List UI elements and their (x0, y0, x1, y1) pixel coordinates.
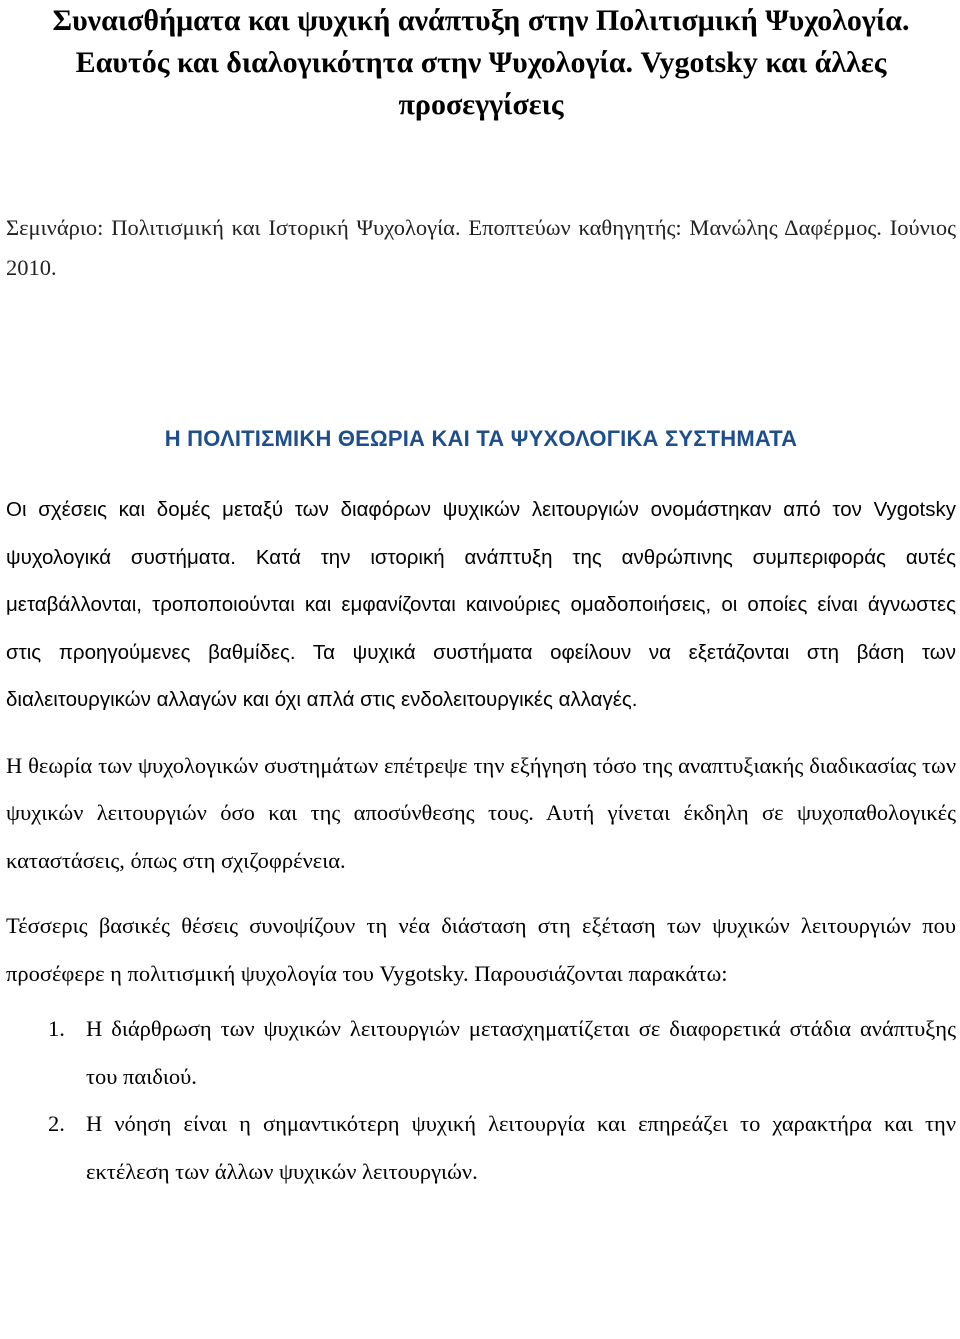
document-page (6, 0, 956, 1195)
title-line-2: Εαυτός και διαλογικότητα στην Ψυχολογία. Vygotsky και άλλες (75, 46, 887, 79)
paragraph-psychological-systems: Οι σχέσεις και δομές μεταξύ των διαφόρων ψυχικών λειτουργιών ονομάστηκαν από τον Vygotsky ψυχολογικά συστήματα. Κατά την ιστορική ανάπτυξη της ανθρώπινης συμπεριφοράς αυτές μεταβάλλονται, τροποποιούνται και εμφανίζονται καινούριες ομαδοποιήσεις, οι οποίες είναι άγνωστες στις προηγούμενες βαθμίδες. Τα ψυχικά συστήματα οφείλουν να εξετάζονται στη βάση των διαλειτουργικών αλλαγών και όχι απλά στις ενδολειτουργικές αλλαγές. (6, 498, 956, 711)
seminar-info: Σεμινάριο: Πολιτισμική και Ιστορική Ψυχολογία. Εποπτεύων καθηγητής: Μανώλης Δαφέρμος. Ιούνιος 2010. (6, 215, 956, 280)
title-line-3: προσεγγίσεις (398, 88, 564, 121)
list-item-number: 1. (48, 1016, 65, 1041)
list-item-text: Η διάρθρωση των ψυχικών λειτουργιών μετασχηματίζεται σε διαφορετικά στάδια ανάπτυξης του παιδιού. (86, 1016, 956, 1089)
list-item-text: Η νόηση είναι η σημαντικότερη ψυχική λειτουργία και επηρεάζει το χαρακτήρα και την εκτέλεση των άλλων ψυχικών λειτουργιών. (86, 1111, 956, 1184)
positions-list (6, 1005, 956, 1195)
paragraph-theory-explanation: Η θεωρία των ψυχολογικών συστημάτων επέτρεψε την εξήγηση τόσο της αναπτυξιακής διαδικασίας των ψυχικών λειτουργιών όσο και της αποσύνθεσης τους. Αυτή γίνεται έκδηλη σε ψυχοπαθολογικές καταστάσεις, όπως στη σχιζοφρένεια. (6, 752, 956, 873)
list-item (6, 1005, 956, 1100)
section-heading: Η ΠΟΛΙΤΙΣΜΙΚΗ ΘΕΩΡΙΑ ΚΑΙ ΤΑ ΨΥΧΟΛΟΓΙΚΑ ΣΥΣΤΗΜΑΤΑ (164, 426, 798, 451)
title-line-1: Συναισθήματα και ψυχική ανάπτυξη στην Πολιτισμική Ψυχολογία. (52, 4, 910, 37)
document-title (6, 0, 956, 126)
list-item (6, 1100, 956, 1195)
paragraph-four-positions: Τέσσερις βασικές θέσεις συνοψίζουν τη νέα διάσταση στη εξέταση των ψυχικών λειτουργιών που προσέφερε η πολιτισμική ψυχολογία του Vygotsky. Παρουσιάζονται παρακάτω: (6, 913, 956, 986)
list-item-number: 2. (48, 1111, 65, 1136)
